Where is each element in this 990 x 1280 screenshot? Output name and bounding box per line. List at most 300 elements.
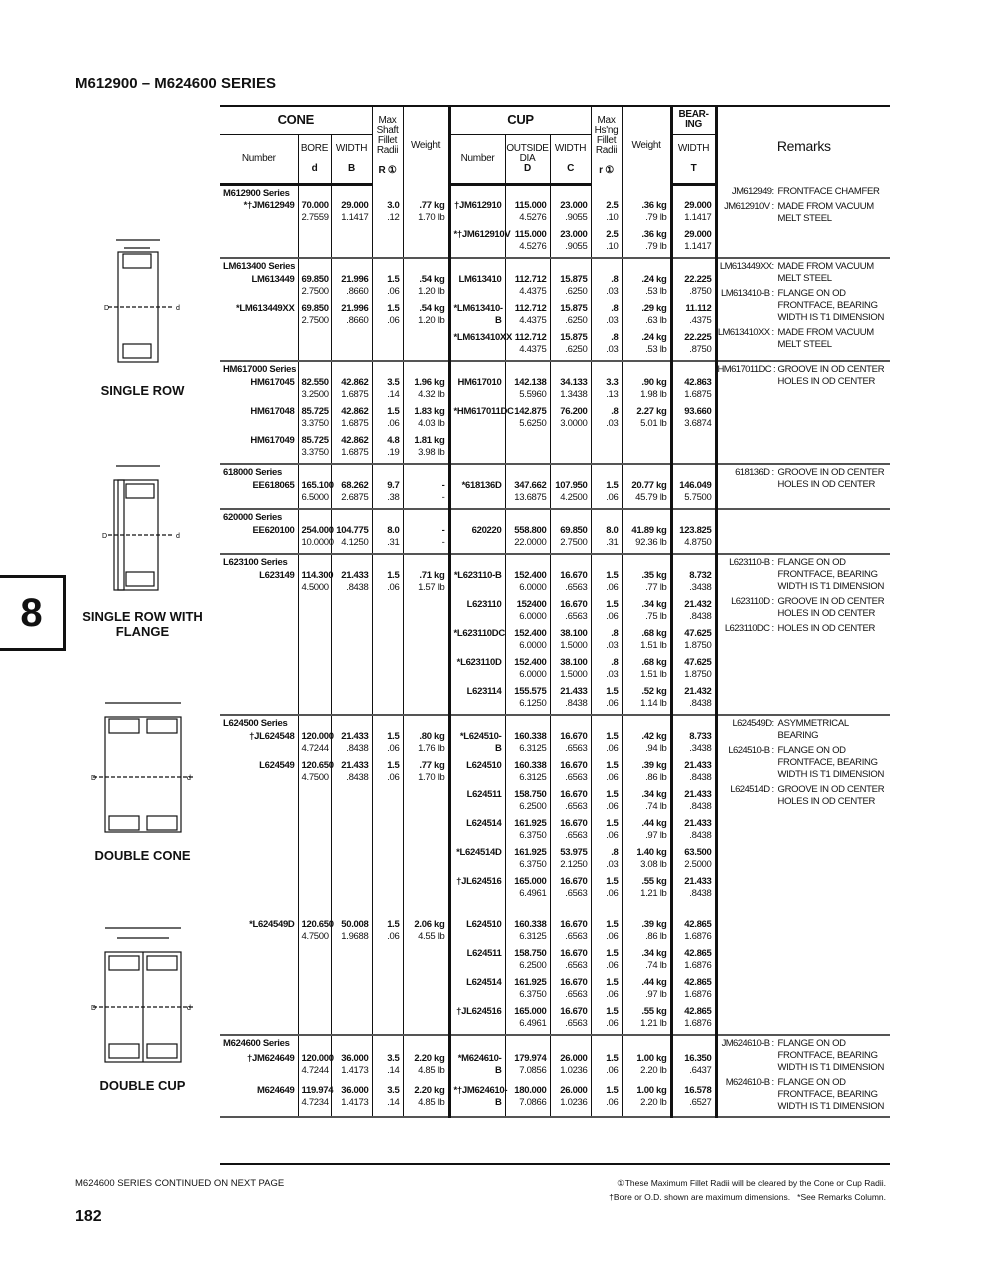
cup-width-metric: 38.100: [560, 657, 588, 668]
shaft-fillet-cell: [372, 274, 403, 303]
remark: [718, 745, 889, 781]
cup-weight-imperial: .53 lb: [645, 344, 667, 355]
bore-metric: 85.725: [301, 435, 329, 446]
cone-number: [220, 657, 298, 686]
shaft-fillet-cell: [372, 919, 403, 948]
outside-dia-metric: 158.750: [514, 789, 547, 800]
empty-cell: [449, 361, 505, 377]
cone-weight-cell: [403, 377, 449, 406]
outside-dia-cell: [505, 1006, 550, 1035]
cup-width-metric: 53.975: [560, 847, 588, 858]
remark-code: L623110-B :: [729, 557, 774, 568]
cup-weight-metric: .90 kg: [641, 377, 667, 388]
bearing-width-imperial: 1.6876: [684, 989, 712, 1000]
empty-cell: [372, 361, 403, 377]
housing-fillet-imperial: .03: [606, 315, 619, 326]
bearing-width-cell: [671, 480, 716, 509]
empty-cell: [331, 361, 372, 377]
remark-text: MADE FROM VACUUM MELT STEEL: [777, 261, 874, 284]
cup-width-imperial: .6563: [565, 1018, 588, 1029]
bearing-width-metric: 16.350: [684, 1052, 712, 1064]
empty-cell: [622, 715, 671, 731]
bore-metric: 85.725: [301, 406, 329, 417]
bearing-width-imperial: 1.8750: [684, 669, 712, 680]
remark-code: L624514D :: [730, 784, 774, 795]
cup-width-imperial: .6563: [565, 582, 588, 593]
bearing-width-metric: 42.863: [684, 377, 712, 388]
bearing-width-cell: [671, 847, 716, 876]
cone-weight-imperial: 4.55 lb: [418, 931, 445, 942]
empty-cell: [505, 715, 550, 731]
cup-number: *L623110D: [449, 657, 505, 686]
cup-width-imperial: .6563: [565, 830, 588, 841]
shaft-fillet-imperial: .19: [387, 447, 400, 458]
housing-fillet-cell: [591, 229, 622, 258]
housing-fillet-metric: 1.5: [606, 570, 619, 581]
empty-cell: [550, 1035, 591, 1053]
bearing-width-metric: 47.625: [684, 628, 712, 639]
empty-cell: [622, 509, 671, 525]
header-label: Max Hs'ng Fillet Radii: [594, 114, 619, 156]
cone-weight-cell: [403, 818, 449, 847]
cup-number: *LM613410XX: [449, 332, 505, 361]
bearing-width-metric: 93.660: [684, 406, 712, 417]
cup-weight-cell: [622, 480, 671, 509]
bore-cell: [298, 847, 331, 876]
shaft-fillet-imperial: .14: [387, 1096, 400, 1108]
remark: [718, 1038, 889, 1074]
bearing-width-cell: [671, 789, 716, 818]
bearing-width-imperial: 3.6874: [684, 418, 712, 429]
series-label-row: [220, 554, 890, 570]
cup-weight-metric: .29 kg: [641, 303, 667, 314]
cone-number: *L624549D: [249, 919, 295, 930]
housing-fillet-metric: 3.3: [606, 377, 619, 388]
empty-cell: [505, 905, 550, 919]
bore-imperial: 10.0000: [301, 537, 334, 548]
cone-width-cell: [331, 847, 372, 876]
outside-dia-metric: 112.712: [514, 303, 547, 314]
cone-width-metric: 42.862: [341, 377, 369, 388]
bore-cell: [298, 731, 334, 760]
series-name: L624500 Series: [223, 718, 288, 729]
cup-weight-cell: [622, 570, 671, 599]
outside-dia-imperial: 6.0000: [519, 611, 547, 622]
outside-dia-metric: 112.712: [514, 274, 547, 285]
cone-width-cell: [331, 789, 372, 818]
cone-width-metric: 21.433: [341, 570, 369, 581]
housing-fillet-imperial: .03: [606, 286, 619, 297]
cup-weight-imperial: .97 lb: [645, 989, 667, 1000]
cup-weight-imperial: 3.08 lb: [640, 859, 667, 870]
cone-number: M624649: [256, 1084, 295, 1096]
bearing-width-imperial: 1.6876: [684, 1018, 712, 1029]
cup-width-cell: [550, 1053, 591, 1085]
outside-dia-cell: [505, 377, 550, 406]
bore-cell: [298, 1084, 334, 1117]
cup-width-imperial: .8438: [565, 698, 588, 709]
cone-number: [220, 229, 298, 258]
cup-number: HM617010: [449, 377, 505, 406]
empty-cell: [372, 1035, 403, 1053]
empty-cell: [671, 509, 716, 525]
cone-width-cell: [331, 525, 372, 554]
cup-width-imperial: 1.5000: [560, 640, 588, 651]
housing-fillet-metric: 2.5: [606, 229, 619, 240]
cup-number: *†JM612910V: [449, 229, 505, 258]
bearing-width-metric: 42.865: [684, 977, 712, 988]
cone-width-header: [331, 134, 372, 184]
cup-number: *†JM624610-B: [449, 1085, 505, 1117]
cup-width-cell: [550, 332, 591, 361]
bearing-width-metric: 22.225: [684, 332, 712, 343]
shaft-fillet-cell: [372, 229, 403, 258]
cone-weight-cell: [403, 599, 449, 628]
cup-weight-imperial: .53 lb: [645, 286, 667, 297]
cone-width-cell: [331, 628, 372, 657]
cone-weight-imperial: 1.20 lb: [418, 315, 445, 326]
outside-dia-cell: [505, 200, 550, 229]
cup-weight-cell: [622, 628, 671, 657]
outside-dia-cell: [505, 229, 550, 258]
series-name: HM617000 Series: [223, 364, 297, 375]
empty-cell: [550, 464, 591, 480]
empty-cell: [403, 715, 449, 731]
bore-imperial: 4.7234: [301, 1096, 329, 1108]
housing-fillet-imperial: .06: [606, 801, 619, 812]
housing-fillet-metric: 1.5: [606, 731, 619, 742]
cup-weight-cell: [622, 377, 671, 406]
empty-cell: [331, 715, 372, 731]
outside-dia-cell: [505, 599, 550, 628]
cup-number: *M624610-B: [449, 1053, 505, 1085]
outside-dia-cell: [505, 1053, 550, 1085]
bearing-width-imperial: .4375: [689, 315, 712, 326]
bearing-width-imperial: .8438: [689, 698, 712, 709]
remark-code: M624610-B :: [725, 1077, 774, 1088]
empty-cell: [372, 184, 403, 200]
bearing-width-metric: 22.225: [684, 274, 712, 285]
cone-width-imperial: 1.4173: [341, 1064, 369, 1076]
cup-weight-imperial: 1.98 lb: [640, 389, 667, 400]
housing-fillet-metric: 1.5: [606, 876, 619, 887]
remark: [718, 186, 889, 198]
bearing-table: [220, 105, 890, 1118]
cup-weight-cell: [622, 274, 671, 303]
bearing-width-cell: [671, 731, 716, 760]
cup-width-cell: [550, 1085, 591, 1117]
empty-cell: [298, 509, 331, 525]
cone-weight-metric: -: [441, 525, 445, 536]
remark-text: FLANGE ON OD FRONTFACE, BEARING WIDTH IS T1 DIMENSION: [777, 288, 885, 323]
cup-weight-metric: .24 kg: [641, 332, 667, 343]
bearing-width-cell: [671, 628, 716, 657]
housing-fillet-metric: 1.5: [606, 480, 619, 491]
cup-number: *L624514D: [449, 847, 505, 876]
table-bottom-rule: [220, 1163, 890, 1165]
cup-weight-metric: .34 kg: [641, 948, 667, 959]
housing-fillet-imperial: .03: [606, 669, 619, 680]
header-symbol: r ①: [599, 164, 614, 176]
cup-width-metric: 16.670: [560, 1006, 588, 1017]
empty-cell: [298, 554, 331, 570]
outside-dia-metric: 115.000: [514, 200, 547, 211]
cup-width-metric: 16.670: [560, 599, 588, 610]
outside-dia-imperial: 6.4961: [519, 888, 547, 899]
housing-fillet-imperial: .06: [606, 830, 619, 841]
cup-width-cell: [550, 303, 591, 332]
housing-fillet-metric: .8: [611, 628, 619, 639]
cup-weight-metric: .44 kg: [641, 977, 667, 988]
cone-width-cell: [331, 1006, 372, 1035]
bore-imperial: 2.7500: [301, 315, 329, 326]
remark-text: FLANGE ON OD FRONTFACE, BEARING WIDTH IS T1 DIMENSION: [777, 745, 885, 780]
shaft-fillet-metric: 9.7: [387, 480, 400, 491]
shaft-fillet-cell: [372, 876, 403, 905]
remark-text: FLANGE ON OD FRONTFACE, BEARING WIDTH IS T1 DIMENSION: [777, 1038, 885, 1073]
cone-number: [220, 1006, 298, 1035]
remark-text: GROOVE IN OD CENTER HOLES IN OD CENTER: [777, 784, 885, 807]
cone-width-imperial: 1.6875: [341, 389, 369, 400]
bore-cell: [298, 919, 334, 948]
cup-width-cell: [550, 599, 591, 628]
cup-weight-cell: [622, 919, 671, 948]
bearing-width-metric: 29.000: [684, 200, 712, 211]
cup-weight-imperial: 1.21 lb: [640, 888, 667, 899]
housing-fillet-imperial: .06: [606, 888, 619, 899]
housing-fillet-imperial: .10: [606, 212, 619, 223]
shaft-fillet-cell: [372, 657, 403, 686]
bearing-width-metric: 21.433: [684, 876, 712, 887]
remark-text: FRONTFACE CHAMFER: [777, 186, 880, 197]
figure-label: SINGLE ROW WITH FLANGE: [82, 609, 203, 639]
empty-cell: [403, 1035, 449, 1053]
outside-dia-cell: [505, 731, 550, 760]
shaft-fillet-metric: 3.5: [387, 1052, 400, 1064]
bore-cell: [298, 628, 331, 657]
housing-fillet-metric: 8.0: [606, 525, 619, 536]
bore-imperial: 4.5000: [301, 582, 329, 593]
cup-header: CUP: [449, 106, 591, 134]
svg-text:d: d: [175, 305, 180, 312]
cup-width-imperial: .6563: [565, 960, 588, 971]
remark-code: L624510-B :: [728, 745, 774, 756]
cup-number: †JM612910: [449, 200, 505, 229]
empty-cell: [403, 464, 449, 480]
cup-width-cell: [550, 200, 591, 229]
cone-width-cell: [331, 948, 372, 977]
cup-width-cell: [550, 628, 591, 657]
outside-dia-imperial: 7.0866: [519, 1096, 547, 1108]
cup-number: L624511: [449, 789, 505, 818]
cup-weight-imperial: 1.21 lb: [640, 1018, 667, 1029]
cone-number: EE618065: [252, 480, 295, 491]
housing-fillet-cell: [591, 919, 622, 948]
empty-cell: [403, 554, 449, 570]
cup-number: *L623110DC: [449, 628, 505, 657]
cone-weight-imperial: -: [441, 492, 445, 503]
cone-weight-cell: [403, 1006, 449, 1035]
housing-fillet-metric: 2.5: [606, 200, 619, 211]
svg-text:d: d: [175, 533, 180, 540]
outside-dia-imperial: 6.3125: [519, 772, 547, 783]
figure-single-row: [80, 232, 205, 398]
cup-width-metric: 34.133: [560, 377, 588, 388]
cup-weight-cell: [622, 977, 671, 1006]
cone-weight-cell: [403, 731, 449, 760]
outside-dia-cell: [505, 628, 550, 657]
bore-metric: 165.100: [301, 480, 334, 491]
bore-cell: [298, 200, 331, 229]
bearing-width-metric: 21.433: [684, 760, 712, 771]
header-label: WIDTH: [677, 142, 710, 154]
shaft-fillet-metric: 3.0: [387, 200, 400, 211]
housing-fillet-cell: [591, 686, 622, 715]
cup-weight-imperial: 1.51 lb: [640, 640, 667, 651]
empty-cell: [550, 258, 591, 274]
cone-weight-cell: [403, 200, 449, 229]
hsg-fillet-header: [591, 106, 622, 184]
remark-code: L624549D:: [732, 718, 774, 729]
empty-cell: [449, 554, 505, 570]
housing-fillet-cell: [591, 1085, 622, 1117]
bore-cell: [298, 525, 334, 554]
header-label: BORE: [300, 142, 329, 154]
empty-cell: [505, 361, 550, 377]
cup-width-metric: 16.670: [560, 731, 588, 742]
shaft-fillet-cell: [372, 570, 403, 599]
cone-number: L624549: [259, 760, 295, 771]
remark: [718, 623, 889, 635]
bearing-width-metric: 42.865: [684, 1006, 712, 1017]
cone-width-imperial: 1.4173: [341, 1096, 369, 1108]
cone-weight-cell: [403, 570, 449, 599]
cup-weight-cell: [622, 406, 671, 435]
bearing-width-imperial: 2.5000: [684, 859, 712, 870]
od-header: [505, 134, 550, 184]
cone-width-cell: [331, 377, 372, 406]
cup-weight-imperial: 1.14 lb: [640, 698, 667, 709]
cup-weight-metric: .24 kg: [641, 274, 667, 285]
series-label-row: [220, 464, 890, 480]
cone-number: [220, 599, 298, 628]
cone-width-metric: 21.433: [341, 760, 369, 771]
remark: [718, 261, 889, 285]
bore-imperial: 2.7559: [301, 212, 329, 223]
page-number: 182: [75, 1208, 102, 1225]
series-name: 620000 Series: [223, 512, 282, 523]
bore-imperial: 4.7500: [301, 931, 329, 942]
outside-dia-metric: 160.338: [514, 919, 547, 930]
shaft-fillet-imperial: .14: [387, 389, 400, 400]
svg-text:d: d: [186, 1005, 191, 1012]
cup-weight-imperial: .79 lb: [645, 212, 667, 223]
cone-weight-cell: [403, 948, 449, 977]
cone-weight-metric: -: [441, 480, 445, 491]
cone-number: [220, 789, 298, 818]
empty-cell: [550, 905, 591, 919]
shaft-fillet-cell: [372, 789, 403, 818]
cone-width-cell: [331, 760, 372, 789]
cone-weight-imperial: 4.85 lb: [418, 1096, 445, 1108]
cone-number: [220, 977, 298, 1006]
figure-double-cup: [80, 922, 205, 1093]
shaft-fillet-cell: [372, 1085, 403, 1117]
outside-dia-imperial: 6.3125: [519, 743, 547, 754]
remarks-cell: [716, 509, 890, 554]
empty-cell: [449, 464, 505, 480]
cone-weight-cell: [403, 525, 449, 554]
bore-cell: [298, 332, 331, 361]
empty-cell: [298, 464, 331, 480]
housing-fillet-imperial: .06: [606, 1018, 619, 1029]
cone-number: [220, 847, 298, 876]
empty-cell: [372, 258, 403, 274]
bore-cell: [298, 657, 331, 686]
outside-dia-metric: 152.400: [514, 570, 547, 581]
empty-cell: [403, 361, 449, 377]
empty-cell: [331, 905, 372, 919]
shaft-fillet-cell: [372, 435, 403, 464]
bore-metric: 120.650: [301, 760, 334, 771]
shaft-fillet-metric: 1.5: [387, 406, 400, 417]
housing-fillet-cell: [591, 332, 622, 361]
housing-fillet-imperial: .03: [606, 859, 619, 870]
cone-number: [220, 876, 298, 905]
housing-fillet-imperial: .06: [606, 743, 619, 754]
header-symbol: D: [524, 162, 531, 174]
shaft-fillet-cell: [372, 406, 403, 435]
housing-fillet-metric: 1.5: [606, 686, 619, 697]
cup-weight-imperial: 1.51 lb: [640, 669, 667, 680]
housing-fillet-cell: [591, 570, 622, 599]
cone-number: [220, 332, 298, 361]
housing-fillet-cell: [591, 760, 622, 789]
cup-width-imperial: .9055: [565, 241, 588, 252]
cone-weight-metric: 1.81 kg: [414, 435, 445, 446]
cup-number: L624510: [449, 760, 505, 789]
shaft-fillet-cell: [372, 818, 403, 847]
bore-imperial: 4.7244: [301, 743, 329, 754]
cone-number: HM617048: [250, 406, 295, 417]
bearing-width-metric: 42.865: [684, 919, 712, 930]
cone-number: HM617045: [250, 377, 295, 388]
cone-weight-cell: [403, 977, 449, 1006]
empty-cell: [331, 184, 372, 200]
continued-note: M624600 SERIES CONTINUED ON NEXT PAGE: [75, 1178, 285, 1189]
outside-dia-cell: [505, 303, 550, 332]
cup-number: 620220: [449, 525, 505, 554]
shaft-fillet-imperial: .06: [387, 286, 400, 297]
shaft-fillet-imperial: .14: [387, 1064, 400, 1076]
housing-fillet-cell: [591, 876, 622, 905]
bore-imperial: 3.3750: [301, 447, 329, 458]
remarks-cell: [716, 184, 890, 258]
cup-width-metric: 16.670: [560, 876, 588, 887]
cup-width-metric: 26.000: [560, 1084, 588, 1096]
empty-cell: [449, 509, 505, 525]
svg-text:D: D: [90, 1005, 96, 1012]
empty-cell: [591, 464, 622, 480]
bore-metric: 82.550: [301, 377, 329, 388]
bearing-width-metric: 21.433: [684, 818, 712, 829]
shaft-fillet-cell: [372, 847, 403, 876]
bearing-width-cell: [671, 977, 716, 1006]
housing-fillet-metric: 1.5: [606, 1052, 619, 1064]
outside-dia-imperial: 4.4375: [519, 315, 547, 326]
empty-cell: [331, 509, 372, 525]
bearing-width-imperial: 1.6875: [684, 389, 712, 400]
